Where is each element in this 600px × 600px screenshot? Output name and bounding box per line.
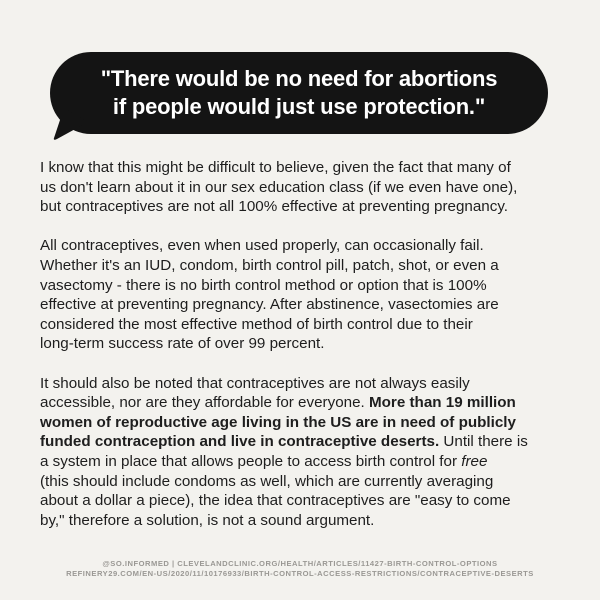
text-segment: us don't learn about it in our sex education class (if we even have one),: [40, 178, 518, 196]
text-line: [40, 236, 564, 256]
text-line: [40, 511, 564, 531]
text-line: [40, 491, 564, 511]
text-line: [40, 393, 564, 413]
text-line: [40, 295, 564, 315]
text-segment: All contraceptives, even when used properly, can occasionally fail.: [40, 237, 484, 255]
text-line: [40, 256, 564, 276]
text-segment: effective at preventing pregnancy. After abstinence, vasectomies are: [40, 296, 499, 314]
text-segment: but contraceptives are not all 100% effective at preventing pregnancy.: [40, 198, 509, 216]
text-line: [40, 315, 564, 335]
text-segment: I know that this might be difficult to believe, given the fact that many of: [40, 159, 511, 176]
text-segment: It should also be noted that contraceptives are not always easily: [40, 374, 470, 392]
source-footer: [0, 559, 600, 579]
text-segment: by," therefore a solution, is not a sound argument.: [40, 511, 375, 529]
text-line: [40, 197, 564, 217]
text-segment: Whether it's an IUD, condom, birth control pill, patch, shot, or even a: [40, 256, 499, 274]
text-segment: (this should include condoms as well, which are currently averaging: [40, 472, 494, 490]
text-line: [40, 472, 564, 492]
italic-text: free: [461, 452, 488, 470]
paragraph: [40, 374, 564, 531]
text-line: [40, 158, 564, 178]
text-line: [40, 334, 564, 354]
text-line: [40, 374, 564, 394]
source-line: REFINERY29.COM/EN-US/2020/11/10176933/BIRTH-CONTROL-ACCESS-RESTRICTIONS/CONTRACEPTIVE-DESERTS: [66, 569, 534, 578]
text-segment: a system in place that allows people to access birth control for: [40, 452, 462, 470]
text-segment: long-term success rate of over 99 percent.: [40, 335, 325, 353]
text-line: [40, 413, 564, 433]
source-line: @SO.INFORMED | CLEVELANDCLINIC.ORG/HEALTH/ARTICLES/11427-BIRTH-CONTROL-OPTIONS: [102, 559, 498, 568]
text-line: [40, 178, 564, 198]
bold-text: funded contraception and live in contraceptive deserts.: [40, 433, 440, 451]
speech-tail-icon: [44, 108, 92, 142]
paragraph: [40, 158, 564, 217]
text-line: [40, 432, 564, 452]
quote-line: "There would be no need for abortions: [100, 66, 498, 91]
bold-text: women of reproductive age living in the US are in need of publicly: [40, 413, 516, 431]
quote-bubble: [50, 52, 548, 134]
bold-text: More than 19 million: [368, 394, 516, 412]
text-segment: accessible, nor are they affordable for everyone.: [40, 394, 369, 412]
text-segment: vasectomy - there is no birth control method or option that is 100%: [40, 276, 487, 294]
paragraph: [40, 236, 564, 354]
text-segment: considered the most effective method of birth control due to their: [40, 315, 473, 333]
text-line: [40, 452, 564, 472]
article-body: [40, 158, 564, 550]
text-segment: Until there is: [439, 433, 528, 451]
text-line: [40, 276, 564, 296]
quote-line: if people would just use protection.": [112, 94, 486, 119]
text-segment: about a dollar a piece), the idea that contraceptives are "easy to come: [40, 492, 511, 510]
